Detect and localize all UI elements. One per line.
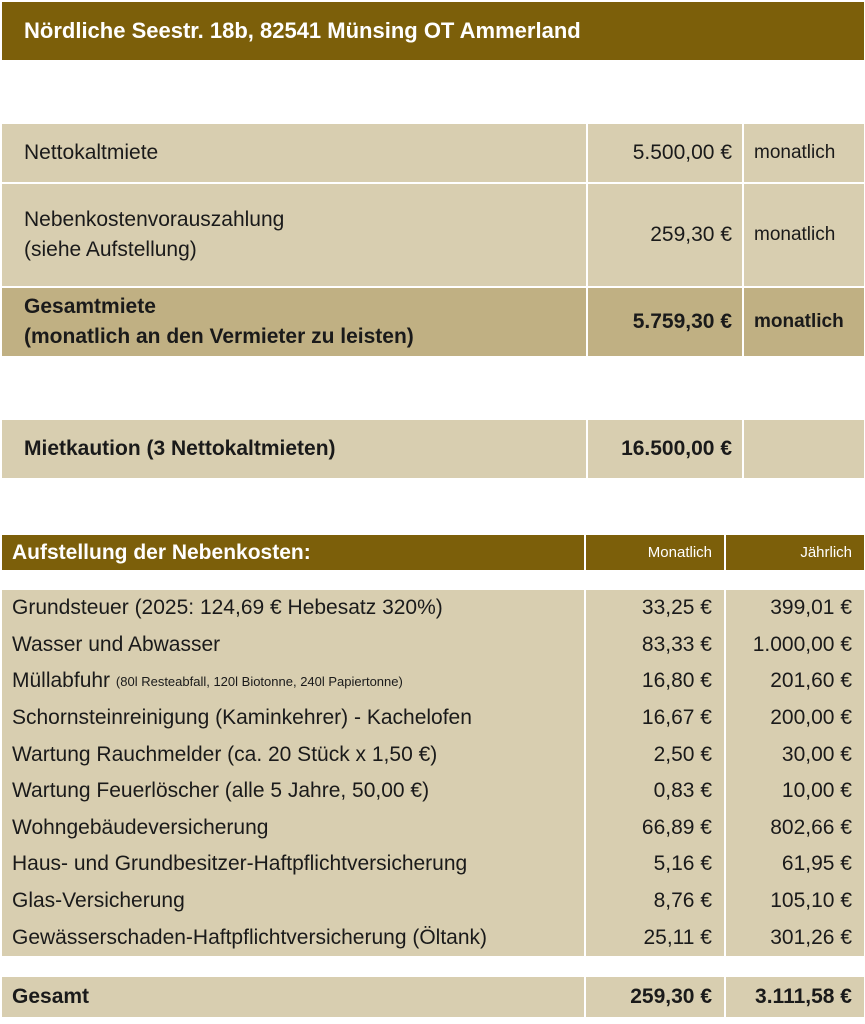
total-yearly: 3.111,58 € [724,977,864,1017]
item-label: Wohngebäudeversicherung [12,815,269,839]
rent-unit: monatlich [754,224,836,245]
rent-label-line2: (siehe Aufstellung) [24,238,197,261]
rent-label-line1: Nettokaltmiete [24,141,159,164]
item-monthly: 83,33 € [584,627,724,664]
table-row [2,919,864,956]
item-yearly: 201,60 € [724,663,864,700]
item-yearly: 802,66 € [724,810,864,847]
rent-amount: 5.500,00 € [588,124,744,182]
item-monthly: 0,83 € [584,773,724,810]
deposit-table [2,420,864,478]
item-label: Müllabfuhr [12,669,111,693]
item-label: Grundsteuer (2025: 124,69 € Hebesatz 320%) [12,596,443,620]
item-monthly: 5,16 € [584,846,724,883]
col-yearly-header: Jährlich [724,535,864,570]
item-yearly: 105,10 € [724,883,864,920]
item-yearly: 30,00 € [724,736,864,773]
item-label: Wasser und Abwasser [12,632,221,656]
table-row [2,846,864,883]
table-row [2,773,864,810]
table-row [2,700,864,737]
table-row [2,810,864,847]
rent-table [2,124,864,356]
rent-label-line1: Nebenkostenvorauszahlung [24,208,285,231]
item-label: Haus- und Grundbesitzer-Haftpflichtversicherung [12,852,468,876]
deposit-label: Mietkaution (3 Nettokaltmieten) [2,420,588,478]
item-label: Wartung Feuerlöscher (alle 5 Jahre, 50,00 €) [12,779,430,803]
item-label-with-note [2,663,584,700]
rent-row-gesamtmiete [2,288,864,356]
item-monthly: 66,89 € [584,810,724,847]
table-row [2,627,864,664]
item-label: Wartung Rauchmelder (ca. 20 Stück x 1,50 €) [12,742,438,766]
item-monthly: 25,11 € [584,919,724,956]
table-row [2,736,864,773]
item-yearly: 200,00 € [724,700,864,737]
address-text: Nördliche Seestr. 18b, 82541 Münsing OT Ammerland [24,18,581,43]
deposit-empty-cell [744,420,864,478]
table-row [2,663,864,700]
col-monthly-header: Monatlich [584,535,724,570]
total-monthly: 259,30 € [584,977,724,1017]
nebenkosten-header [2,535,864,570]
rent-unit: monatlich [754,142,836,163]
rent-total-line1: Gesamtmiete [24,295,156,318]
item-monthly: 16,67 € [584,700,724,737]
rent-total-line2: (monatlich an den Vermieter zu leisten) [24,325,414,348]
item-yearly: 61,95 € [724,846,864,883]
rent-amount: 259,30 € [588,184,744,286]
deposit-row [2,420,864,478]
address-header [2,2,864,60]
item-note: (80l Resteabfall, 120l Biotonne, 240l Papiertonne) [115,673,403,689]
item-yearly: 399,01 € [724,590,864,627]
item-yearly: 301,26 € [724,919,864,956]
total-label: Gesamt [12,985,90,1008]
rent-row-nebenkosten [2,184,864,288]
item-yearly: 1.000,00 € [724,627,864,664]
rent-total-unit: monatlich [754,311,844,332]
rent-total-amount: 5.759,30 € [588,288,744,356]
item-label: Schornsteinreinigung (Kaminkehrer) - Kachelofen [12,706,472,730]
rent-label [2,184,588,286]
nebenkosten-title: Aufstellung der Nebenkosten: [2,535,584,570]
item-yearly: 10,00 € [724,773,864,810]
nebenkosten-total-row [2,977,864,1017]
table-row [2,590,864,627]
deposit-amount: 16.500,00 € [588,420,744,478]
item-label: Gewässerschaden-Haftpflichtversicherung (Öltank) [12,925,488,949]
item-monthly: 33,25 € [584,590,724,627]
item-label: Glas-Versicherung [12,889,185,913]
item-monthly: 16,80 € [584,663,724,700]
item-monthly: 8,76 € [584,883,724,920]
item-monthly: 2,50 € [584,736,724,773]
rent-label [2,124,588,182]
nebenkosten-table [2,590,864,956]
table-row [2,883,864,920]
rent-row-nettokaltmiete [2,124,864,184]
rent-total-label [2,288,588,356]
